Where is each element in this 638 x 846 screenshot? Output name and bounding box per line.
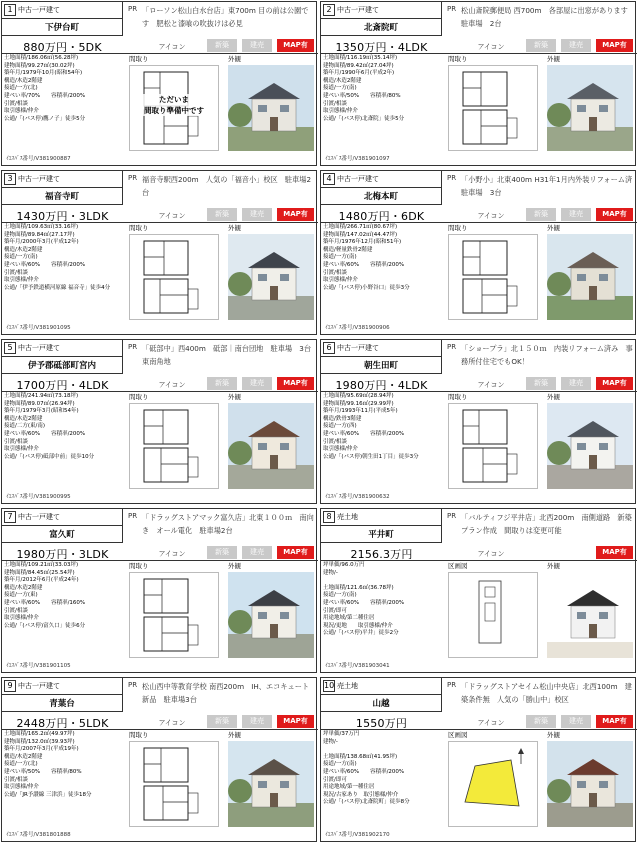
price-layout: 1550万円 bbox=[355, 717, 408, 730]
reference-number: ｲｴｽﾊﾞｽ番号/V381903041 bbox=[325, 663, 390, 669]
spec-line: 接道/一方(南) bbox=[4, 254, 38, 261]
listing-number: 9 bbox=[4, 680, 16, 692]
floor-plan-label: 間取り bbox=[129, 393, 149, 401]
reference-number: ｲｴｽﾊﾞｽ番号/V381902170 bbox=[325, 832, 390, 838]
map-badge[interactable]: MAP有 bbox=[596, 546, 633, 559]
spec-line: 接道/一方(南) bbox=[323, 761, 357, 768]
spec-line: 建物面積/99.27㎡(30.02坪) bbox=[4, 62, 75, 69]
spec-list bbox=[323, 393, 445, 461]
divider bbox=[321, 391, 637, 392]
spec-line: 接道/一方(西) bbox=[323, 423, 357, 430]
spec-line: 取引態様/仲介 bbox=[323, 277, 358, 284]
spec-line: 建物/- bbox=[323, 569, 338, 576]
spec-line: 引渡/相談 bbox=[4, 100, 28, 107]
floor-plan-label: 間取り bbox=[448, 224, 468, 232]
spec-line: 接道/一方(北) bbox=[4, 761, 38, 768]
listing-header bbox=[321, 340, 442, 374]
floor-plan-label: 間取り bbox=[448, 393, 468, 401]
spec-line: 用途地域/第二種住居 bbox=[323, 615, 375, 622]
spec-line: 引渡/相談 bbox=[323, 100, 347, 107]
exterior-label: 外観 bbox=[228, 562, 241, 570]
exterior-photo[interactable] bbox=[228, 234, 314, 320]
price-layout: 1430万円・3LDK bbox=[16, 210, 109, 223]
spec-list bbox=[4, 224, 126, 292]
plan-pending-note: ただいま 間取り準備中です bbox=[134, 94, 214, 116]
listing-card[interactable] bbox=[320, 508, 636, 673]
listing-card[interactable] bbox=[320, 170, 636, 335]
spec-line: 公通/「JR予讃線 三津浜」徒歩18分 bbox=[4, 791, 92, 798]
divider bbox=[2, 53, 318, 54]
listing-number: 3 bbox=[4, 173, 16, 185]
spec-line: 坪単価/37万円 bbox=[323, 731, 360, 737]
pr-text: 松山斎院郵便局 西700m 各部屋に出窓があります 駐車場 2台 bbox=[461, 6, 635, 28]
spec-line: 築年月/2000年3月(平成12年) bbox=[4, 239, 79, 246]
map-badge[interactable]: MAP有 bbox=[596, 208, 633, 221]
spec-list bbox=[4, 731, 126, 799]
spec-line: 引渡/相談 bbox=[4, 776, 28, 783]
floor-plan-image[interactable] bbox=[448, 234, 538, 320]
divider bbox=[2, 356, 122, 357]
spec-list bbox=[4, 393, 126, 461]
spec-line: 土地面積/109.63㎡(33.16坪) bbox=[4, 224, 79, 230]
spec-line: 建物面積/89.07㎡(26.94坪) bbox=[4, 400, 75, 407]
divider bbox=[2, 560, 318, 561]
exterior-photo[interactable] bbox=[547, 403, 633, 489]
new-badge: 新築 bbox=[207, 208, 237, 221]
listing-number: 6 bbox=[323, 342, 335, 354]
town-name: 山越 bbox=[372, 699, 390, 709]
spec-line: 築年月/1976年12月(昭和51年) bbox=[323, 239, 402, 246]
pr-text: 「ドラッグストアセイム松山中央店」北西100m 建築条件無 人気の「勝山中」校区 bbox=[461, 682, 632, 704]
floor-plan-label: 間取り bbox=[129, 562, 149, 570]
property-type: 中古一戸建て bbox=[18, 175, 60, 183]
reference-number: ｲｴｽﾊﾞｽ番号/V381901105 bbox=[6, 663, 71, 669]
listing-header bbox=[2, 340, 123, 374]
floor-plan-label: 間取り bbox=[129, 224, 149, 232]
built-for-sale-badge: 建売 bbox=[561, 377, 591, 390]
town-name: 青葉台 bbox=[49, 699, 75, 709]
built-for-sale-badge: 建売 bbox=[561, 208, 591, 221]
town-name: 下伊台町 bbox=[44, 23, 79, 33]
reference-number: ｲｴｽﾊﾞｽ番号/V381900887 bbox=[6, 156, 71, 162]
floor-plan-image[interactable] bbox=[129, 572, 219, 658]
listing-number: 1 bbox=[4, 4, 16, 16]
divider bbox=[321, 187, 441, 188]
spec-line: 建ぺい率/60% 容積率/200% bbox=[323, 430, 405, 437]
property-type: 中古一戸建て bbox=[18, 513, 60, 521]
divider bbox=[321, 222, 637, 223]
pr-tag: PR bbox=[128, 681, 138, 689]
built-for-sale-badge: 建売 bbox=[242, 208, 272, 221]
spec-line: 坪単価/96.0万円 bbox=[323, 562, 365, 568]
exterior-photo[interactable] bbox=[228, 741, 314, 827]
new-badge: 新築 bbox=[207, 39, 237, 52]
spec-line: 築年月/2007年3月(平成19年) bbox=[4, 746, 79, 753]
exterior-label: 外観 bbox=[228, 731, 241, 739]
spec-line: 公通/「(バス停)朝生田1丁目」徒歩3分 bbox=[323, 453, 419, 460]
spec-line: 構造/木造2階建 bbox=[4, 77, 43, 84]
exterior-label: 外観 bbox=[228, 393, 241, 401]
spec-line: 建物面積/89.84㎡(27.17坪) bbox=[4, 231, 75, 238]
spec-line: 用途地域/第一種住居 bbox=[323, 784, 375, 791]
spec-line: 築年月/2012年6月(平成24年) bbox=[4, 577, 79, 584]
exterior-label: 外観 bbox=[547, 562, 560, 570]
map-badge[interactable]: MAP有 bbox=[277, 39, 314, 52]
listing-card[interactable] bbox=[1, 170, 317, 335]
listing-header bbox=[321, 171, 442, 205]
exterior-photo[interactable] bbox=[228, 403, 314, 489]
price-layout: 1480万円・6DK bbox=[338, 210, 425, 223]
price-layout: 1980万円・3LDK bbox=[16, 548, 109, 561]
town-name: 福音寺町 bbox=[44, 192, 79, 202]
spec-line: 現況/更地 取引態様/仲介 bbox=[323, 622, 393, 629]
spec-line bbox=[323, 577, 445, 585]
listing-card[interactable] bbox=[1, 677, 317, 842]
price-layout: 1350万円・4LDK bbox=[335, 41, 428, 54]
town-name: 富久町 bbox=[49, 530, 75, 540]
divider bbox=[321, 18, 441, 19]
map-badge[interactable]: MAP有 bbox=[277, 208, 314, 221]
listing-card[interactable] bbox=[320, 339, 636, 504]
spec-line: 引渡/相談 bbox=[323, 438, 347, 445]
icon-label: アイコン bbox=[477, 43, 505, 51]
pr-text: 「ショープラ」北１５０ｍ 内装リフォーム済み 事務所付住宅でもOK！ bbox=[461, 344, 633, 366]
spec-line: 接道/一方(東) bbox=[4, 592, 38, 599]
price-layout: 880万円・5DK bbox=[23, 41, 102, 54]
reference-number: ｲｴｽﾊﾞｽ番号/V381900632 bbox=[325, 494, 390, 500]
property-type: 中古一戸建て bbox=[337, 175, 379, 183]
spec-line: 築年月/1993年11月(平成5年) bbox=[323, 408, 398, 415]
icon-label: アイコン bbox=[477, 550, 505, 558]
floor-plan-label: 間取り bbox=[129, 55, 149, 63]
exterior-photo[interactable] bbox=[228, 65, 314, 151]
spec-line: 土地面積/266.71㎡(80.67坪) bbox=[323, 224, 398, 230]
icon-label: アイコン bbox=[158, 381, 186, 389]
spec-line: 建ぺい率/60% 容積率/200% bbox=[323, 261, 405, 268]
reference-number: ｲｴｽﾊﾞｽ番号/V381901095 bbox=[6, 325, 71, 331]
price-layout: 1980万円・4LDK bbox=[335, 379, 428, 392]
spec-line: 引渡/即可 bbox=[323, 776, 347, 783]
price-layout: 2156.3万円 bbox=[350, 548, 413, 561]
spec-line: 接道/二方(東/南) bbox=[4, 423, 45, 430]
spec-line: 公通/「(バス停)砥部中前」徒歩10分 bbox=[4, 453, 95, 460]
icon-label: アイコン bbox=[477, 212, 505, 220]
map-badge[interactable]: MAP有 bbox=[596, 39, 633, 52]
listing-header bbox=[321, 2, 442, 36]
pr-text: 松山西中等教育学校 南西200m IH、エコキュート新品 駐車場3台 bbox=[142, 682, 310, 704]
town-name: 北梅本町 bbox=[363, 192, 398, 202]
reference-number: ｲｴｽﾊﾞｽ番号/V381900906 bbox=[325, 325, 390, 331]
divider bbox=[2, 222, 318, 223]
spec-list bbox=[323, 55, 445, 123]
spec-line: 土地面積/116.19㎡(35.14坪) bbox=[323, 55, 398, 61]
pr-tag: PR bbox=[447, 681, 457, 689]
new-badge: 新築 bbox=[207, 546, 237, 559]
floor-plan-label: 間取り bbox=[448, 55, 468, 63]
listing-card[interactable] bbox=[320, 677, 636, 842]
reference-number: ｲｴｽﾊﾞｽ番号/V381801888 bbox=[6, 832, 71, 838]
property-type: 中古一戸建て bbox=[337, 6, 379, 14]
exterior-label: 外観 bbox=[228, 55, 241, 63]
property-type: 中古一戸建て bbox=[18, 6, 60, 14]
built-for-sale-badge: 建売 bbox=[242, 39, 272, 52]
spec-line: 建物面積/147.02㎡(44.47坪) bbox=[323, 231, 398, 238]
exterior-photo[interactable] bbox=[547, 572, 633, 658]
floor-plan-label: 区画図 bbox=[448, 562, 468, 570]
spec-line: 引渡/相談 bbox=[4, 607, 28, 614]
listing-number: 2 bbox=[323, 4, 335, 16]
spec-line: 建ぺい率/60% 容積率/160% bbox=[4, 599, 86, 606]
divider bbox=[321, 560, 637, 561]
built-for-sale-badge: 建売 bbox=[561, 715, 591, 728]
listing-header bbox=[2, 171, 123, 205]
town-name: 平井町 bbox=[368, 530, 394, 540]
exterior-label: 外観 bbox=[547, 393, 560, 401]
pr-tag: PR bbox=[128, 512, 138, 520]
price-layout: 1700万円・4LDK bbox=[16, 379, 109, 392]
spec-line: 築年月/1979年3月(昭和54年) bbox=[4, 408, 79, 415]
spec-line: 構造/木造2階建 bbox=[323, 77, 362, 84]
new-badge: 新築 bbox=[526, 377, 556, 390]
spec-line: 土地面積/186.06㎡(56.28坪) bbox=[4, 55, 79, 61]
spec-list bbox=[323, 562, 445, 638]
spec-line: 建ぺい率/50% 容積率/80% bbox=[4, 768, 82, 775]
property-type: 中古一戸建て bbox=[337, 344, 379, 352]
spec-line: 建ぺい率/60% 容積率/200% bbox=[4, 430, 86, 437]
listing-header bbox=[2, 509, 123, 543]
built-for-sale-badge: 建売 bbox=[242, 715, 272, 728]
pr-tag: PR bbox=[128, 174, 138, 182]
floor-plan-image[interactable] bbox=[448, 741, 538, 827]
listing-card[interactable] bbox=[1, 508, 317, 673]
spec-line: 建物面積/132.0㎡(39.93坪) bbox=[4, 738, 75, 745]
built-for-sale-badge: 建売 bbox=[242, 377, 272, 390]
spec-line: 土地面積/95.69㎡(28.94坪) bbox=[323, 393, 394, 399]
divider bbox=[2, 391, 318, 392]
spec-line: 建ぺい率/50% 容積率/80% bbox=[323, 92, 401, 99]
price-layout: 2448万円・5LDK bbox=[16, 717, 109, 730]
exterior-photo[interactable] bbox=[547, 234, 633, 320]
listing-card[interactable] bbox=[1, 339, 317, 504]
town-name: 朝生田町 bbox=[363, 361, 398, 371]
listing-header bbox=[321, 678, 442, 712]
icon-label: アイコン bbox=[158, 43, 186, 51]
exterior-label: 外観 bbox=[547, 55, 560, 63]
floor-plan-image[interactable] bbox=[448, 65, 538, 151]
spec-list bbox=[4, 562, 126, 630]
spec-line: 接道/一方(北) bbox=[4, 85, 38, 92]
floor-plan-image[interactable] bbox=[129, 234, 219, 320]
listing-number: 7 bbox=[4, 511, 16, 523]
floor-plan-image[interactable] bbox=[129, 403, 219, 489]
spec-line: 取引態様/仲介 bbox=[4, 784, 39, 791]
spec-line: 構造/鉄骨3階建 bbox=[323, 415, 362, 422]
property-type: 売土地 bbox=[337, 682, 358, 690]
built-for-sale-badge: 建売 bbox=[561, 39, 591, 52]
listing-number: 8 bbox=[323, 511, 335, 523]
pr-tag: PR bbox=[128, 343, 138, 351]
spec-line: 築年月/1979年10月(昭和54年) bbox=[4, 70, 83, 77]
pr-text: 「ローソン松山白水台店」東700m 目の前は公園です 肥松と漆喰の吹抜けは必見 bbox=[142, 6, 309, 28]
pr-text: 「砥部中」西400m 砥部｜南台団地 駐車場 3台 東南角地 bbox=[142, 344, 319, 366]
spec-line: 取引態様/仲介 bbox=[4, 446, 39, 453]
town-name: 伊予郡砥部町宮内 bbox=[27, 361, 96, 371]
spec-line: 公通/「(バス停)北斎院」徒歩5分 bbox=[323, 115, 405, 122]
floor-plan-image[interactable] bbox=[448, 403, 538, 489]
spec-line: 建物/- bbox=[323, 738, 338, 745]
floor-plan-image[interactable] bbox=[448, 572, 538, 658]
property-type: 中古一戸建て bbox=[18, 682, 60, 690]
listing-header bbox=[2, 2, 123, 36]
spec-list bbox=[323, 224, 445, 292]
spec-list bbox=[4, 55, 126, 123]
pr-tag: PR bbox=[447, 512, 457, 520]
spec-line: 築年月/1990年6月(平成2年) bbox=[323, 70, 395, 77]
floor-plan-image[interactable] bbox=[129, 741, 219, 827]
pr-tag: PR bbox=[447, 174, 457, 182]
icon-label: アイコン bbox=[477, 381, 505, 389]
map-badge[interactable]: MAP有 bbox=[596, 715, 633, 728]
new-badge: 新築 bbox=[207, 715, 237, 728]
map-badge[interactable]: MAP有 bbox=[596, 377, 633, 390]
map-badge[interactable]: MAP有 bbox=[277, 377, 314, 390]
icon-label: アイコン bbox=[158, 550, 186, 558]
divider bbox=[2, 694, 122, 695]
property-type: 売土地 bbox=[337, 513, 358, 521]
divider bbox=[321, 729, 637, 730]
listing-header bbox=[321, 509, 442, 543]
pr-text: 「ドラッグストアマック富久店」北東１００ｍ 南向き オール電化 駐車場2台 bbox=[142, 513, 314, 535]
spec-line: 公通/「(バス停)平井」徒歩2分 bbox=[323, 630, 399, 637]
exterior-photo[interactable] bbox=[547, 65, 633, 151]
spec-line: 取引態様/仲介 bbox=[323, 108, 358, 115]
spec-line: 引渡/即可 bbox=[323, 607, 347, 614]
spec-line: 公通/「(バス停)鷹ノ子」徒歩5分 bbox=[4, 115, 86, 122]
divider bbox=[2, 729, 318, 730]
spec-line: 引渡/相談 bbox=[4, 269, 28, 276]
spec-line bbox=[323, 746, 445, 754]
spec-line: 公通/「(バス停)小野谷口」徒歩3分 bbox=[323, 284, 410, 291]
spec-line: 構造/木造2階建 bbox=[4, 246, 43, 253]
town-name: 北斎院町 bbox=[363, 23, 398, 33]
new-badge: 新築 bbox=[207, 377, 237, 390]
spec-line: 土地面積/241.94㎡(73.18坪) bbox=[4, 393, 79, 399]
divider bbox=[321, 356, 441, 357]
spec-line: 建ぺい率/60% 容積率/200% bbox=[323, 599, 405, 606]
exterior-label: 外観 bbox=[547, 224, 560, 232]
divider bbox=[2, 525, 122, 526]
icon-label: アイコン bbox=[477, 719, 505, 727]
exterior-label: 外観 bbox=[547, 731, 560, 739]
property-type: 中古一戸建て bbox=[18, 344, 60, 352]
divider bbox=[321, 53, 637, 54]
spec-line: 接道/一方(南) bbox=[323, 592, 357, 599]
spec-line: 建物面積/99.16㎡(29.99坪) bbox=[323, 400, 394, 407]
divider bbox=[2, 187, 122, 188]
exterior-photo[interactable] bbox=[547, 741, 633, 827]
spec-line: 土地面積/165.2㎡(49.97坪) bbox=[4, 731, 75, 737]
divider bbox=[2, 18, 122, 19]
spec-line: 公通/「伊予鉄道横河原線 福音寺」徒歩4分 bbox=[4, 284, 111, 291]
spec-line: 接道/一方(南) bbox=[323, 254, 357, 261]
new-badge: 新築 bbox=[526, 208, 556, 221]
spec-line: 土地面積/138.68㎡(41.95坪) bbox=[323, 753, 398, 760]
icon-label: アイコン bbox=[158, 212, 186, 220]
spec-line: 構造/木造2階建 bbox=[4, 753, 43, 760]
spec-line: 建ぺい率/60% 容積率/200% bbox=[4, 261, 86, 268]
new-badge: 新築 bbox=[526, 39, 556, 52]
reference-number: ｲｴｽﾊﾞｽ番号/V381900995 bbox=[6, 494, 71, 500]
spec-line: 構造/木造2階建 bbox=[4, 584, 43, 591]
listing-card[interactable] bbox=[320, 1, 636, 166]
spec-line: 引渡/相談 bbox=[4, 438, 28, 445]
listing-number: 5 bbox=[4, 342, 16, 354]
reference-number: ｲｴｽﾊﾞｽ番号/V381901097 bbox=[325, 156, 390, 162]
map-badge[interactable]: MAP有 bbox=[277, 546, 314, 559]
spec-line: 土地面積/121.6㎡(36.78坪) bbox=[323, 584, 394, 591]
spec-list bbox=[323, 731, 445, 807]
new-badge: 新築 bbox=[526, 715, 556, 728]
listing-card[interactable] bbox=[1, 1, 317, 166]
spec-line: 土地面積/109.21㎡(33.03坪) bbox=[4, 562, 79, 568]
pr-text: 「バルティフジ平井店」北西200m 南側道路 新築プラン作成 間取りは変更可能 bbox=[461, 513, 632, 535]
listing-header bbox=[2, 678, 123, 712]
spec-line: 建物面積/84.45㎡(25.54坪) bbox=[4, 569, 75, 576]
exterior-label: 外観 bbox=[228, 224, 241, 232]
listing-number: 10 bbox=[324, 681, 335, 690]
spec-line: 建ぺい率/60% 容積率/200% bbox=[323, 768, 405, 775]
spec-line: 取引態様/仲介 bbox=[4, 108, 39, 115]
built-for-sale-badge: 建売 bbox=[242, 546, 272, 559]
spec-line: 取引態様/仲介 bbox=[323, 446, 358, 453]
pr-tag: PR bbox=[128, 5, 138, 13]
icon-label: アイコン bbox=[158, 719, 186, 727]
spec-line: 構造/木造2階建 bbox=[4, 415, 43, 422]
floor-plan-image[interactable] bbox=[129, 65, 219, 151]
listing-number: 4 bbox=[323, 173, 335, 185]
divider bbox=[321, 525, 441, 526]
spec-line: 取引態様/仲介 bbox=[4, 277, 39, 284]
spec-line: 引渡/相談 bbox=[323, 269, 347, 276]
map-badge[interactable]: MAP有 bbox=[277, 715, 314, 728]
floor-plan-label: 間取り bbox=[129, 731, 149, 739]
spec-line: 現況/古家あり 取引態様/仲介 bbox=[323, 791, 399, 798]
exterior-photo[interactable] bbox=[228, 572, 314, 658]
pr-tag: PR bbox=[447, 5, 457, 13]
spec-line: 公通/「(バス停)北斎院町」徒歩8分 bbox=[323, 799, 410, 806]
spec-line: 取引態様/仲介 bbox=[4, 615, 39, 622]
spec-line: 接道/一方(南) bbox=[323, 85, 357, 92]
pr-tag: PR bbox=[447, 343, 457, 351]
spec-line: 建ぺい率/70% 容積率/200% bbox=[4, 92, 86, 99]
floor-plan-label: 区画図 bbox=[448, 731, 468, 739]
pr-text: 「小野小」北東400m H31年1月内外装リフォーム済 駐車場 3台 bbox=[461, 175, 633, 197]
spec-line: 建物面積/89.42㎡(27.04坪) bbox=[323, 62, 394, 69]
spec-line: 構造/軽量鉄骨2階建 bbox=[323, 246, 373, 253]
divider bbox=[321, 694, 441, 695]
spec-line: 公通/「(バス停)富久口」徒歩6分 bbox=[4, 622, 86, 629]
pr-text: 福音寺駅西200m 人気の「福音小」校区 駐車場2台 bbox=[142, 175, 312, 197]
